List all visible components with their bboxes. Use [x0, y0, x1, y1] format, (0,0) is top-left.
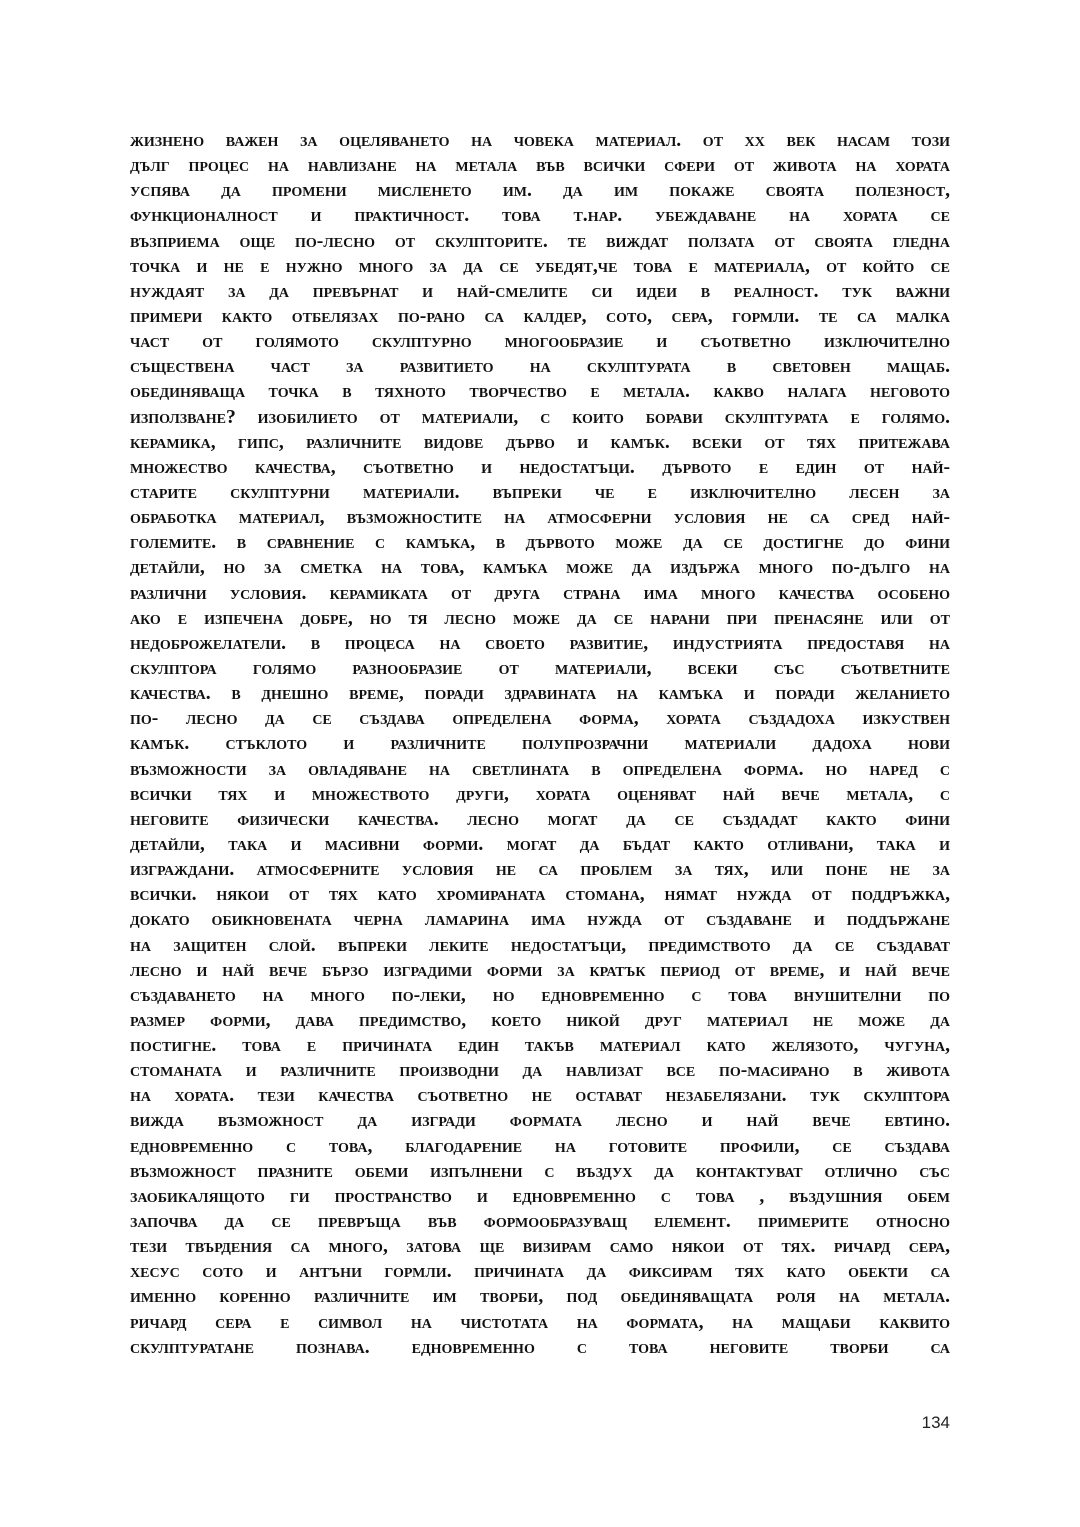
text-line: качества. в днешно време, поради здравината на камъка и поради желанието	[130, 683, 950, 705]
text-line: множество качества, съответно и недостатъци. дървото е един от най-	[130, 456, 950, 478]
text-line: функционалност и практичност. това т.нар. убеждаване на хората се	[130, 205, 950, 227]
text-line: част от голямото скулптурно многообразие и съответно изключително	[130, 331, 950, 353]
text-line: на защитен слой. въпреки леките недостатъци, предимството да се създават	[130, 934, 950, 956]
text-line: различни условия. керамиката от друга страна има много качества особено	[130, 582, 950, 604]
text-line: хесус сото и антъни гормли. причината да фиксирам тях като обекти са	[130, 1261, 950, 1283]
text-line: недоброжелатели. в процеса на своето развитие, индустрията предоставя на	[130, 632, 950, 654]
text-line: успява да промени мисленето им. да им покаже своята полезност,	[130, 180, 950, 202]
text-line: възможности за овладяване на светлината в определена форма. но наред с	[130, 758, 950, 780]
text-line: стоманата и различните производни да навлизат все по-масирано в живота	[130, 1060, 950, 1082]
text-line: детайли, така и масивни форми. могат да бъдат както отливани, така и	[130, 833, 950, 855]
text-line: точка и не е нужно много за да се убедят,че това е материала, от който се	[130, 255, 950, 277]
text-line: заобикалящото ги пространство и едновременно с това , въздушния обем	[130, 1185, 950, 1207]
body-text	[130, 128, 950, 1360]
text-line: камък. стъклото и различните полупрозрачни материали дадоха нови	[130, 733, 950, 755]
text-line: всички. някои от тях като хромираната стомана, нямат нужда от поддръжка,	[130, 884, 950, 906]
text-line: използване? изобилието от материали, с които борави скулптурата е голямо.	[130, 406, 950, 428]
text-line: неговите физически качества. лесно могат да се създадат както фини	[130, 808, 950, 830]
text-line: жизнено важен за оцеляването на човека материал. от xx век насам този	[130, 130, 950, 151]
text-line: старите скулптурни материали. въпреки че е изключително лесен за	[130, 481, 950, 503]
text-line: по- лесно да се създава определена форма, хората създадоха изкуствен	[130, 708, 950, 730]
text-line: ричард сера е символ на чистотата на формата, на мащаби каквито	[130, 1311, 950, 1333]
text-line: започва да се превръща във формообразуващ елемент. примерите относно	[130, 1211, 950, 1233]
text-line: размер форми, дава предимство, което никой друг материал не може да	[130, 1009, 950, 1031]
text-line: тези твърдения са много, затова ще визирам само някои от тях. ричард сера,	[130, 1236, 950, 1258]
text-line: примери както отбелязах по-рано са калдер, сото, сера, гормли. те са малка	[130, 305, 950, 327]
text-line: обработка материал, възможностите на атмосферни условия не са сред най-	[130, 507, 950, 529]
text-line: скулптуратане познава. едновременно с това неговите творби са	[130, 1336, 950, 1358]
text-line: именно коренно различните им творби, под обединяващата роля на метала.	[130, 1286, 950, 1308]
text-line: вижда възможност да изгради формата лесно и най вече евтино.	[130, 1110, 950, 1132]
page-number: 134	[921, 1413, 950, 1432]
text-line: възможност празните обеми изпълнени с въздух да контактуват отлично със	[130, 1160, 950, 1182]
text-line: големите. в сравнение с камъка, в дървото може да се достигне до фини	[130, 532, 950, 554]
text-line: създаването на много по-леки, но едновременно с това внушителни по	[130, 984, 950, 1006]
text-line: всички тях и множеството други, хората оценяват най вече метала, с	[130, 783, 950, 805]
text-line: лесно и най вече бързо изградими форми за кратък период от време, и най вече	[130, 959, 950, 981]
text-line: керамика, гипс, различните видове дърво и камък. всеки от тях притежава	[130, 431, 950, 453]
text-line: ако е изпечена добре, но тя лесно може да се нарани при пренасяне или от	[130, 607, 950, 629]
text-line: на хората. тези качества съответно не остават незабелязани. тук скулптора	[130, 1085, 950, 1107]
text-line: съществена част за развитието на скулптурата в световен мащаб.	[130, 356, 950, 378]
text-line: възприема още по-лесно от скулпторите. те виждат ползата от своята гледна	[130, 230, 950, 252]
text-line: дълг процес на навлизане на метала във всички сфери от живота на хората	[130, 155, 950, 177]
text-line: докато обикновената черна ламарина има нужда от създаване и поддържане	[130, 909, 950, 931]
text-line: постигне. това е причината един такъв материал като желязото, чугуна,	[130, 1035, 950, 1057]
text-line: изграждани. атмосферните условия не са проблем за тях, или поне не за	[130, 859, 950, 881]
text-line: детайли, но за сметка на това, камъка може да издържа много по-дълго на	[130, 557, 950, 579]
text-line: скулптора голямо разнообразие от материали, всеки със съответните	[130, 657, 950, 679]
text-line: нуждаят за да превърнат и най-смелите си идеи в реалност. тук важни	[130, 280, 950, 302]
text-line: едновременно с това, благодарение на готовите профили, се създава	[130, 1135, 950, 1157]
text-line: обединяваща точка в тяхното творчество е метала. какво налага неговото	[130, 381, 950, 403]
